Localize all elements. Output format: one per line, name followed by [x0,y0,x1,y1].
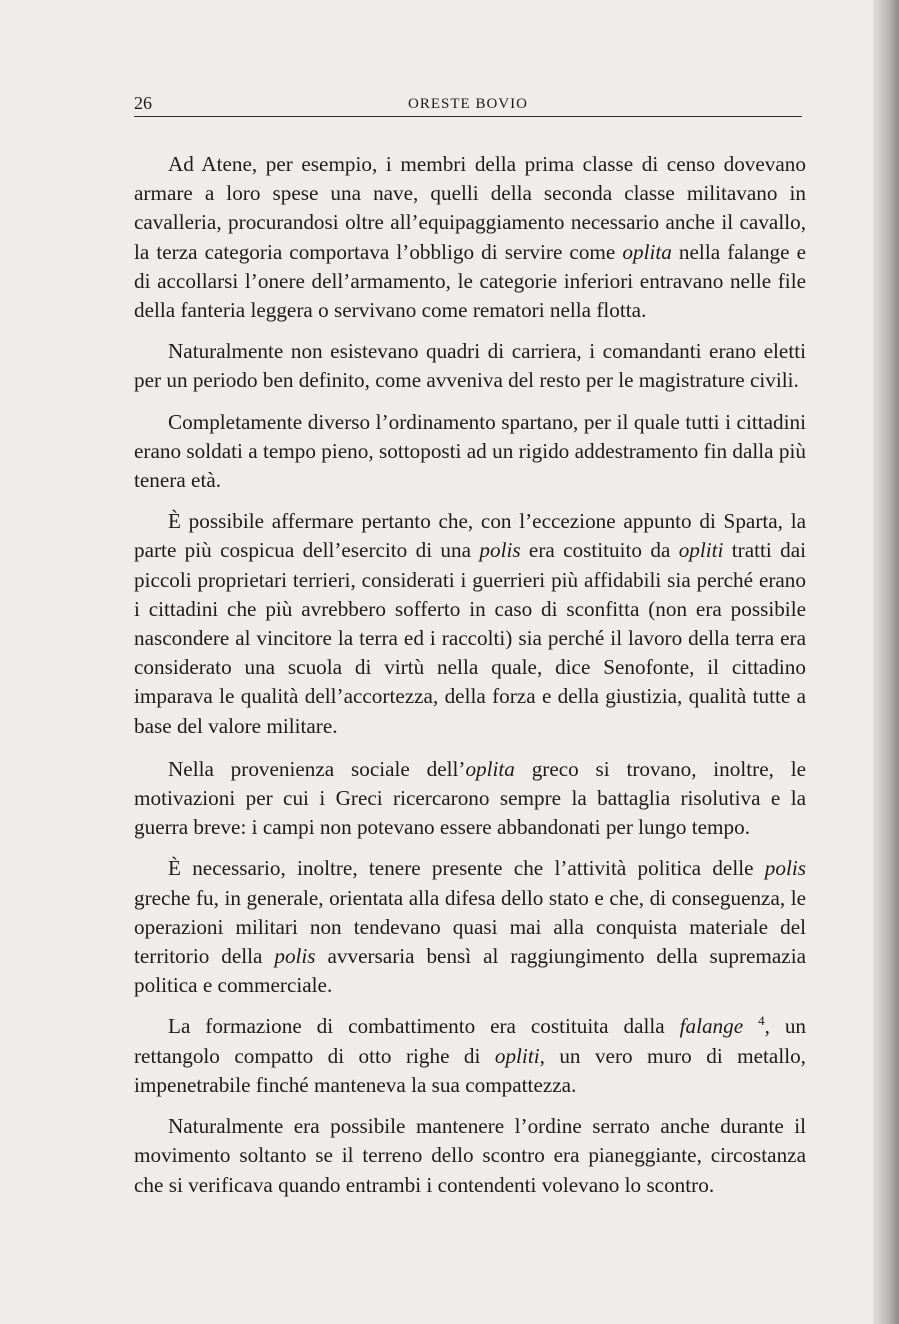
paragraph [134,1012,806,1100]
italic-term: oplita [465,756,515,781]
text-run: greco si trovano, inoltre, le motivazioni per cui i Greci ricercarono sempre la battaglia risolutiva e la guerra breve: i campi non potevano essere abbandonati per lungo tempo. [134,756,806,840]
text-run: avversaria bensì al raggiungimento della supremazia politica e commerciale. [134,944,806,998]
italic-term: opliti [494,1043,540,1068]
text-run: nella falange e di accollarsi l’onere dell’armamento, le categorie inferiori entravano nelle file della fanteria leggera o servivano come rematori nella flotta. [134,239,807,323]
italic-term: falange [679,1014,744,1039]
page-header [134,92,802,117]
body-text [134,150,806,1212]
paragraph [134,854,806,1000]
text-run: Naturalmente non esistevano quadri di carriera, i comandanti erano eletti per un periodo ben definito, come avveniva del resto per le magistrature civili. [134,339,806,393]
text-run: greche fu, in generale, orientata alla difesa dello stato e che, di conseguenza, le operazioni militari non tendevano quasi mai alla conquista materiale del territorio della [134,885,806,969]
running-head: ORESTE BOVIO [408,96,528,112]
text-run: Ad Atene, per esempio, i membri della prima classe di censo dovevano armare a loro spese una nave, quelli della seconda classe militavano in cavalleria, procurandosi oltre all’equipaggiamento necessario anche il cavallo, la terza categoria comportava l’obbligo di servire come [134,152,806,264]
paragraph [134,1112,806,1200]
paragraph [134,507,806,741]
text-run: È possibile affermare pertanto che, con l’eccezione appunto di Sparta, la parte più cospicua dell’esercito di una [134,509,806,563]
text-run: Completamente diverso l’ordinamento spartano, per il quale tutti i cittadini erano soldati a tempo pieno, sottoposti ad un rigido addestramento fin dalla più tenera età. [134,409,806,493]
text-run: Nella provenienza sociale dell’ [168,756,466,781]
text-run: tratti dai piccoli proprietari terrieri, considerati i guerrieri più affidabili sia perché erano i cittadini che più avrebbero sofferto in caso di sconfitta (non era possibile nascondere al vincitore la terra ed i raccolti) sia perché il lavoro della terra era considerato una scuola di virtù nella quale, dice Senofonte, il cittadino imparava le qualità dell’accortezza, della forza e della giustizia, qualità tutte a base del valore militare. [134,538,806,738]
paragraph [134,408,806,496]
text-run: , un vero muro di metallo, impenetrabile finché manteneva la sua compattezza. [134,1043,806,1097]
paragraph [134,755,806,843]
text-run: Naturalmente era possibile mantenere l’ordine serrato anche durante il movimento soltanto se il terreno dello scontro era pianeggiante, circostanza che si verificava quando entrambi i contendenti volevano lo scontro. [134,1114,806,1197]
paragraph [134,337,806,395]
footnote-marker: 4 [758,1013,765,1029]
paragraph [134,150,806,325]
text-run [743,1014,758,1038]
text-run: È necessario, inoltre, tenere presente che l’attività politica delle [168,856,765,881]
italic-term: polis [274,944,316,969]
italic-term: opliti [678,538,724,563]
page-edge-shadow [873,0,899,1324]
italic-term: oplita [622,239,672,264]
text-run: , un rettangolo compatto di otto righe di [134,1014,807,1068]
text-run: La formazione di combattimento era costituita dalla [168,1014,680,1039]
italic-term: polis [479,538,521,563]
page-number: 26 [134,93,152,113]
text-run: era costituito da [520,538,679,563]
italic-term: polis [764,856,806,881]
